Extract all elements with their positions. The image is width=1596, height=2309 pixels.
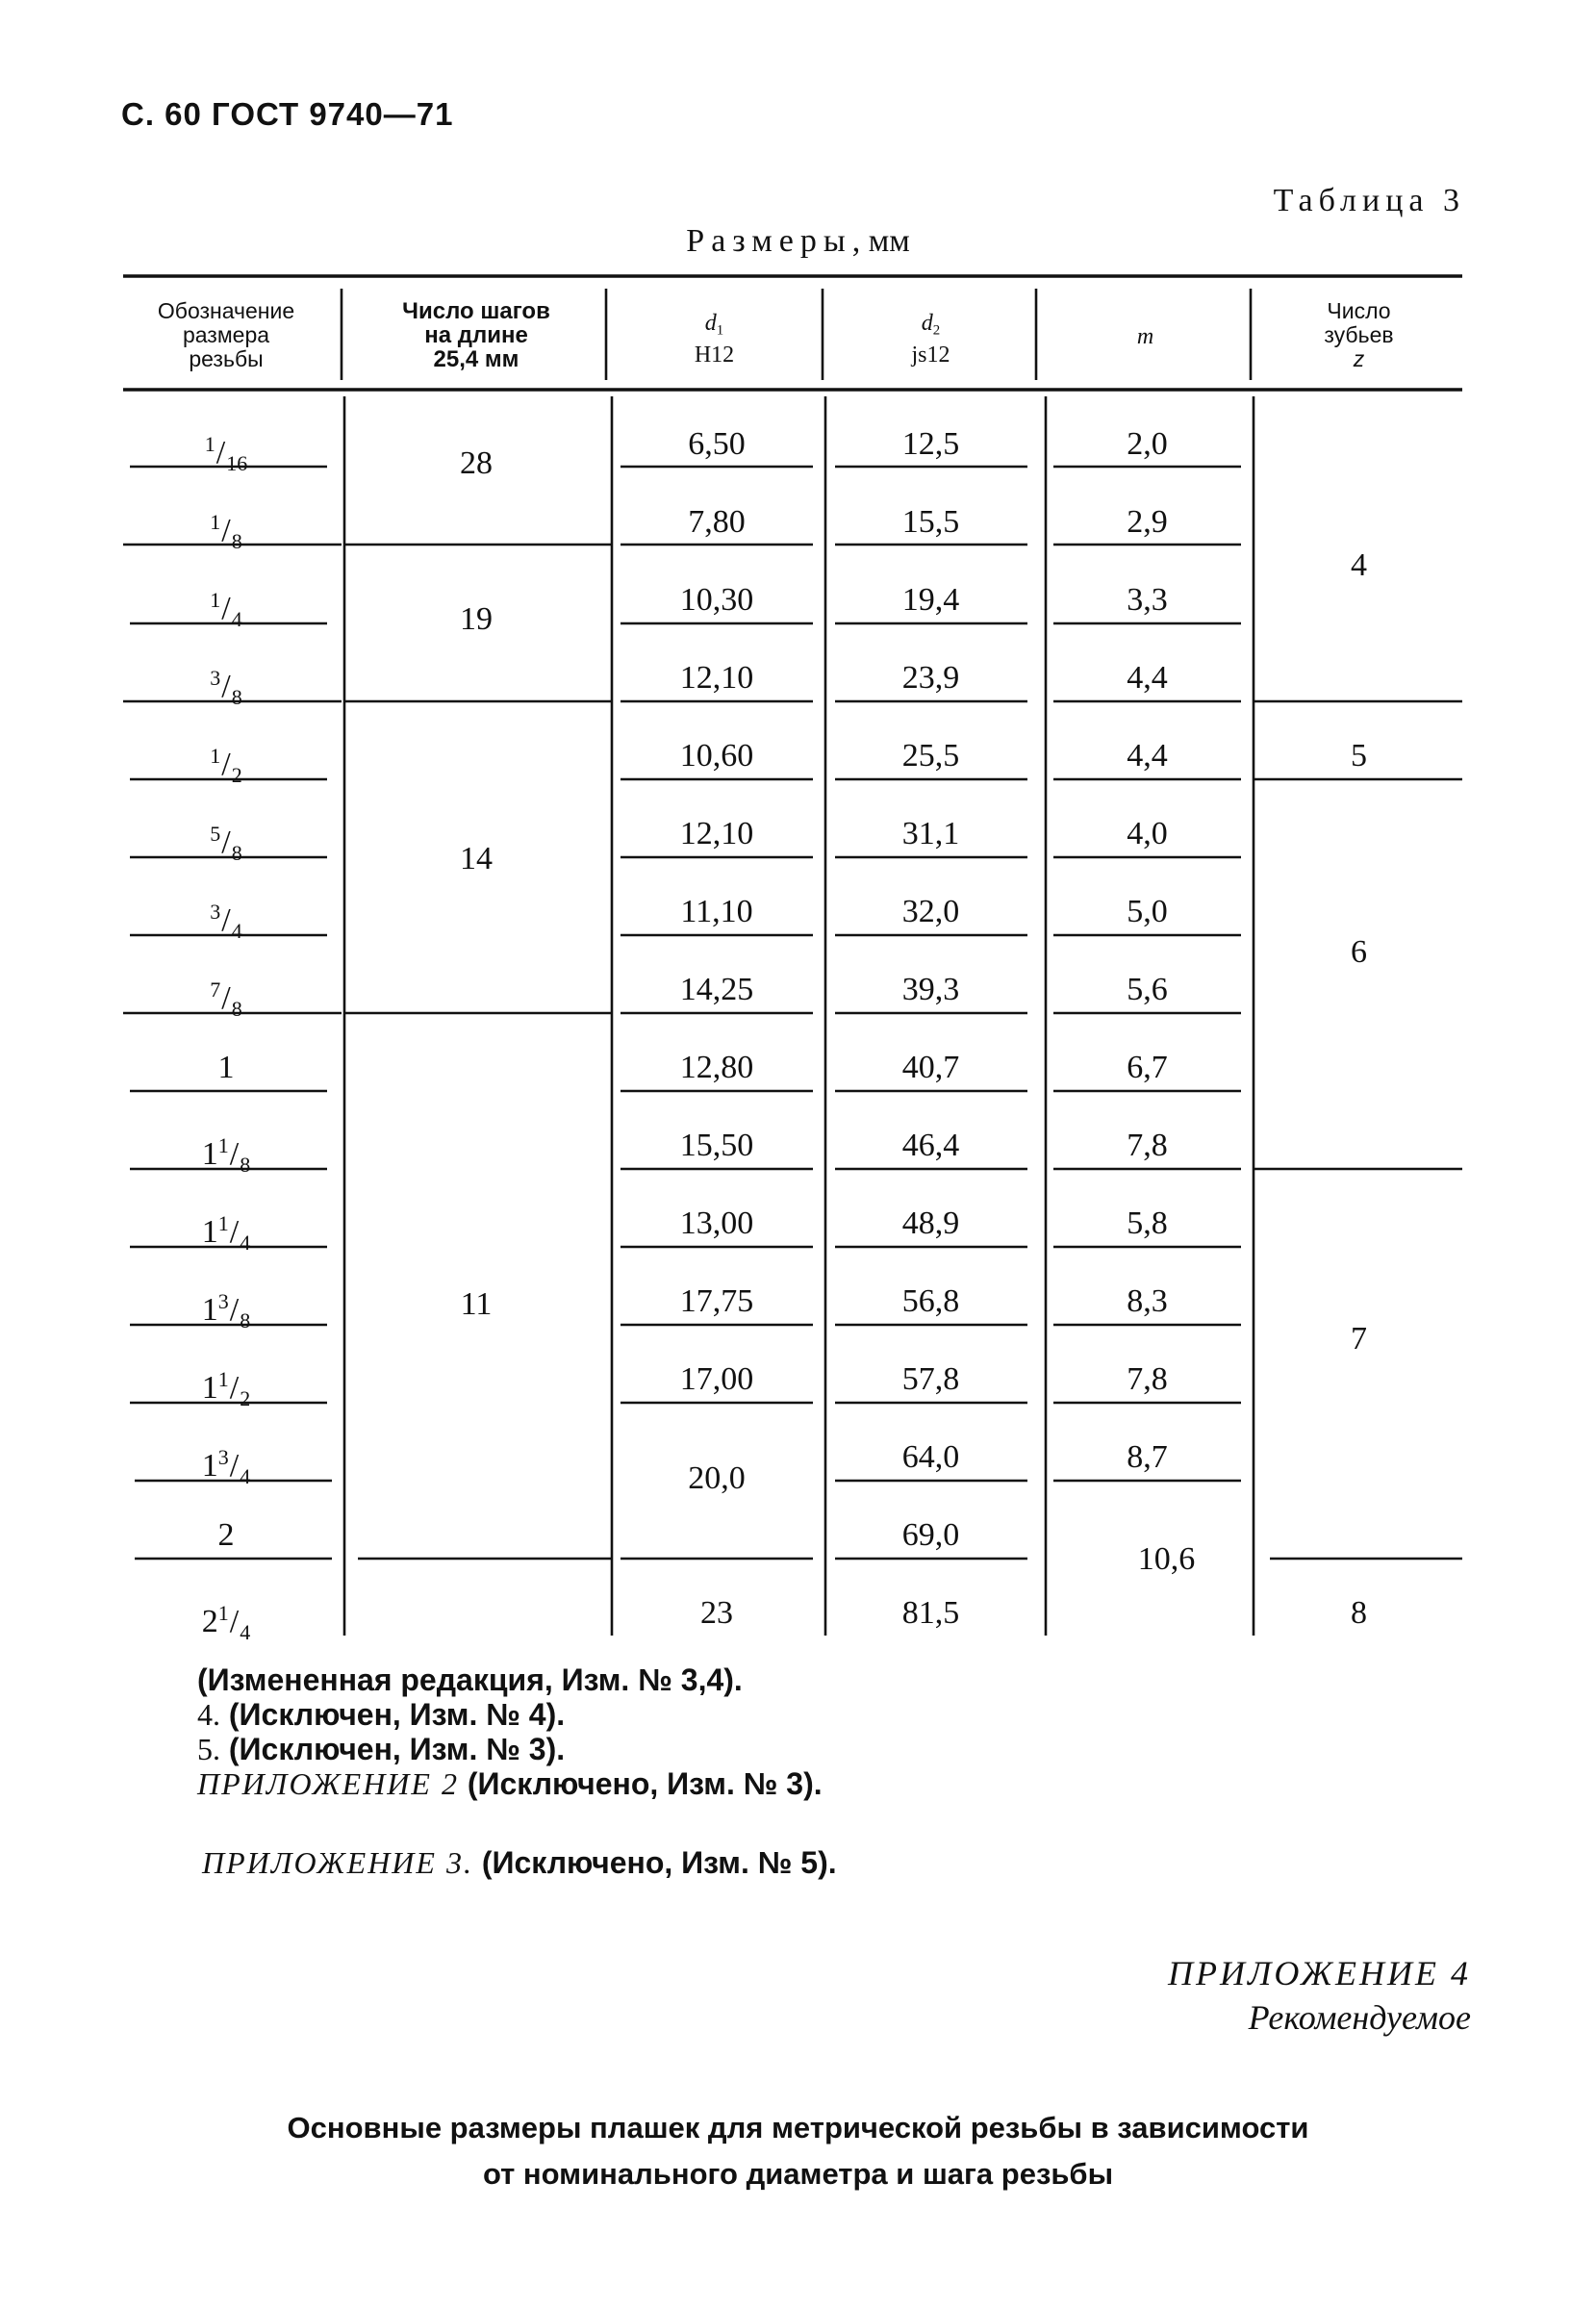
fraction-slash: / [229, 1448, 240, 1484]
cell-m: 8,3 [1127, 1283, 1168, 1319]
fraction-slash: / [229, 1604, 240, 1639]
header-d1: $d_1$ H12 [694, 311, 735, 368]
cell-m: 3,3 [1127, 582, 1168, 618]
cell-m: 5,8 [1127, 1205, 1168, 1241]
appendix-4-heading [1168, 1951, 1471, 2040]
cell-steps: 14 [460, 841, 493, 876]
cell-d1: 12,10 [679, 660, 754, 696]
cell-m: 7,8 [1127, 1361, 1168, 1397]
cell-m: 4,4 [1127, 660, 1168, 696]
cell-size: $^3/_4$ [210, 900, 242, 943]
cell-m: 5,0 [1127, 894, 1168, 929]
fraction-slash: / [221, 669, 231, 704]
cell-size: $2^1/_4$ [201, 1601, 251, 1644]
cell-m: 5,6 [1127, 972, 1168, 1007]
cell-teeth: 5 [1351, 738, 1367, 774]
cell-size: $^1/_{16}$ [204, 432, 248, 475]
cell-size: $1^1/_8$ [201, 1133, 251, 1177]
cell-steps: 19 [460, 601, 493, 637]
cell-d2: 12,5 [901, 426, 960, 462]
cell-m: 4,4 [1127, 738, 1168, 774]
fraction-slash: / [215, 435, 226, 470]
cell-d2: 81,5 [901, 1595, 960, 1631]
cell-d1: 23 [700, 1595, 733, 1631]
header-d2: $d_2$ js12 [911, 311, 950, 368]
cell-size: $^1/_2$ [210, 744, 242, 787]
cell-d1: 6,50 [688, 426, 746, 462]
cell-size: $^5/_8$ [210, 822, 242, 865]
table-number: Таблица 3 [1273, 183, 1465, 218]
appendix-4-status: Рекомендуемое [1248, 1998, 1471, 2037]
note-item-5: 5. (Исключен, Изм. № 3). [197, 1732, 566, 1766]
cell-d2: 48,9 [901, 1205, 960, 1241]
appendix-4-label: ПРИЛОЖЕНИЕ 4 [1168, 1954, 1471, 1992]
note-appendix-2: ПРИЛОЖЕНИЕ 2 (Исключено, Изм. № 3). [197, 1766, 823, 1801]
cell-d2: 23,9 [901, 660, 960, 696]
cell-teeth: 8 [1351, 1595, 1367, 1631]
cell-d1: 11,10 [680, 894, 753, 929]
cell-size: $1^1/_4$ [201, 1211, 251, 1255]
section-title: Основные размеры плашек для метрической резьбы в зависимости от номинального диаметра и шага резьбы [287, 2111, 1309, 2191]
cell-d2: 69,0 [901, 1517, 960, 1553]
cell-d1: 12,80 [679, 1050, 754, 1085]
fraction-slash: / [229, 1214, 240, 1250]
note-appendix-3: ПРИЛОЖЕНИЕ 3. (Исключено, Изм. № 5). [202, 1845, 837, 1880]
header-steps-count: Число шагов на длине 25,4 мм [402, 298, 550, 372]
cell-m: 2,0 [1127, 426, 1168, 462]
cell-d2: 25,5 [901, 738, 960, 774]
fraction-slash: / [229, 1292, 240, 1328]
cell-d2: 64,0 [901, 1439, 960, 1475]
fraction-slash: / [221, 980, 231, 1016]
cell-size: $^1/_8$ [210, 510, 242, 553]
cell-d2: 56,8 [901, 1283, 960, 1319]
cell-teeth: 7 [1351, 1321, 1367, 1357]
cell-size: $^1/_4$ [210, 588, 242, 631]
cell-size: $1^3/_8$ [201, 1289, 251, 1332]
cell-d2: 19,4 [901, 582, 960, 618]
page-header: С. 60 ГОСТ 9740—71 [121, 96, 454, 132]
cell-size: $^7/_8$ [210, 977, 242, 1021]
cell-d2: 15,5 [901, 504, 960, 540]
cell-d2: 39,3 [901, 972, 960, 1007]
cell-d1: 10,60 [679, 738, 754, 774]
cell-m: 10,6 [1137, 1541, 1196, 1577]
cell-d2: 40,7 [901, 1050, 960, 1085]
note-changed-edition: (Измененная редакция, Изм. № 3,4). [197, 1662, 743, 1697]
cell-d1: 17,00 [679, 1361, 754, 1397]
cell-d2: 32,0 [901, 894, 960, 929]
cell-teeth: 6 [1351, 934, 1367, 970]
cell-m: 7,8 [1127, 1128, 1168, 1163]
cell-d2: 46,4 [901, 1128, 960, 1163]
cell-d1: 15,50 [679, 1128, 754, 1163]
cell-d1: 14,25 [679, 972, 754, 1007]
note-item-4: 4. (Исключен, Изм. № 4). [197, 1697, 566, 1732]
cell-size: 1 [217, 1050, 235, 1085]
cell-d1: 13,00 [679, 1205, 754, 1241]
fraction-slash: / [221, 825, 231, 860]
cell-d2: 31,1 [901, 816, 960, 851]
cell-m: 2,9 [1127, 504, 1168, 540]
fraction-slash: / [221, 513, 231, 548]
fraction-slash: / [221, 747, 231, 782]
cell-m: 6,7 [1127, 1050, 1168, 1085]
header-thread-size: Обозначение размера резьбы [157, 298, 295, 371]
cell-d1: 7,80 [688, 504, 746, 540]
cell-d1: 17,75 [679, 1283, 754, 1319]
cell-d2: 57,8 [901, 1361, 960, 1397]
cell-m: 4,0 [1127, 816, 1168, 851]
header-m: m [1136, 324, 1154, 349]
cell-size: $^3/_8$ [210, 666, 242, 709]
fraction-slash: / [221, 591, 231, 626]
fraction-slash: / [221, 902, 231, 938]
fraction-slash: / [229, 1370, 240, 1406]
cell-size: $1^1/_2$ [201, 1367, 251, 1410]
cell-teeth: 4 [1351, 547, 1367, 583]
header-teeth-count: Число зубьев z [1324, 298, 1394, 371]
cell-steps: 11 [460, 1286, 493, 1322]
fraction-slash: / [229, 1136, 240, 1172]
cell-m: 8,7 [1127, 1439, 1168, 1475]
cell-d1: 20,0 [688, 1460, 746, 1496]
cell-size: $1^3/_4$ [201, 1445, 251, 1488]
cell-d1: 12,10 [679, 816, 754, 851]
cell-steps: 28 [460, 445, 493, 481]
units-suffix: , мм [851, 223, 910, 259]
units-word: Размеры [686, 223, 852, 259]
cell-d1: 10,30 [679, 582, 754, 618]
cell-size: 2 [217, 1517, 235, 1553]
